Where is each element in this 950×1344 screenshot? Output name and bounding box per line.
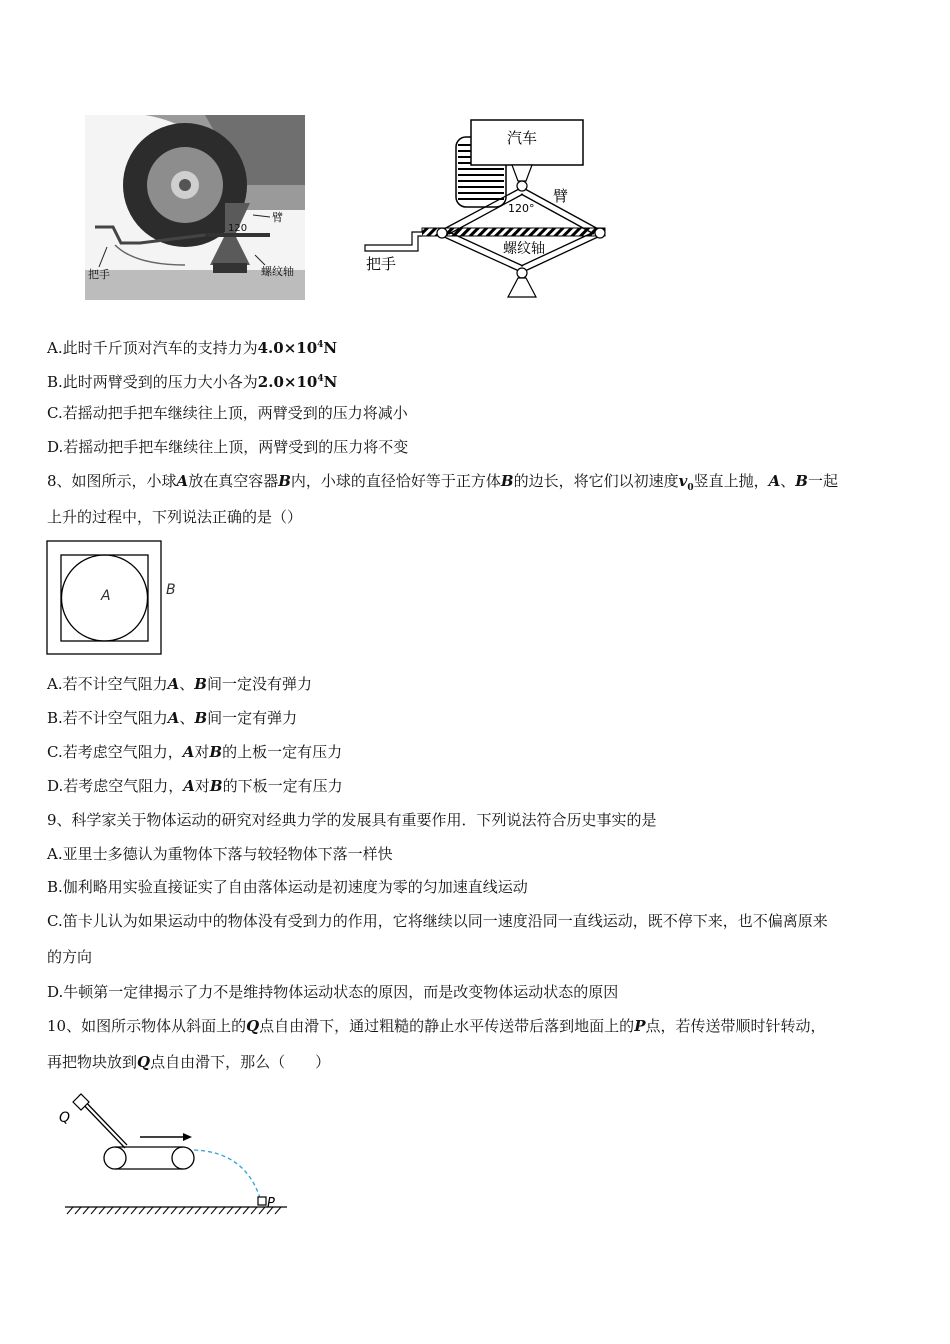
q8-option-a: A.若不计空气阻力A、B间一定没有弹力 — [47, 675, 312, 693]
q8-option-b: B.若不计空气阻力A、B间一定有弹力 — [47, 709, 298, 727]
photo-screw-label: 螺纹轴 — [261, 265, 294, 278]
q9-stem: 9、科学家关于物体运动的研究对经典力学的发展具有重要作用．下列说法符合历史事实的是 — [47, 811, 657, 829]
q8-figure — [46, 540, 186, 656]
photo-angle-label: 120 — [228, 223, 248, 234]
q10-stem-line1: 10、如图所示物体从斜面上的Q点自由滑下，通过粗糙的静止水平传送带后落到地面上的P点，若传送带顺时针转动， — [47, 1017, 826, 1035]
q7-option-d: D.若摇动把手把车继续往上顶，两臂受到的压力将不变 — [47, 438, 409, 456]
jack-diagram-figure — [360, 115, 620, 305]
q9-option-c-line2: 的方向 — [47, 948, 93, 966]
diagram-handle-label: 把手 — [366, 255, 397, 273]
diagram-screw-label: 螺纹轴 — [503, 241, 545, 257]
photo-handle-label: 把手 — [88, 268, 110, 281]
diagram-arm-label: 臂 — [553, 187, 569, 205]
q9-option-a: A.亚里士多德认为重物体下落与较轻物体下落一样快 — [47, 845, 393, 863]
diagram-car-label: 汽车 — [507, 129, 538, 147]
diagram-angle-label: 120° — [508, 202, 535, 215]
q7-option-a: A.此时千斤顶对汽车的支持力为$4.0\times 10^4N$ — [47, 339, 338, 357]
q9-option-c-line1: C.笛卡儿认为如果运动中的物体没有受到力的作用，它将继续以同一速度沿同一直线运动，既不停下来，也不偏离原来 — [47, 912, 828, 930]
q10-stem-line2: 再把物块放到Q点自由滑下，那么（ ） — [47, 1053, 331, 1071]
q8-option-d: D.若考虑空气阻力，A对B的下板一定有压力 — [47, 777, 343, 795]
q10-q-label: Q — [59, 1110, 71, 1126]
q8-ball-label: A — [101, 588, 111, 604]
jack-photo-figure — [85, 115, 305, 300]
q8-option-c: C.若考虑空气阻力，A对B的上板一定有压力 — [47, 743, 343, 761]
q10-figure — [55, 1090, 295, 1225]
q10-p-label: P — [267, 1196, 275, 1211]
photo-arm-label: 臂 — [272, 211, 283, 224]
q9-option-d: D.牛顿第一定律揭示了力不是维持物体运动状态的原因，而是改变物体运动状态的原因 — [47, 983, 619, 1001]
q8-stem-line2: 上升的过程中，下列说法正确的是（） — [47, 508, 303, 526]
q8-stem-line1: 8、如图所示，小球A放在真空容器B内，小球的直径恰好等于正方体B的边长，将它们以初速度$v_0$竖直上抛，A、B一起 — [47, 472, 838, 493]
q7-option-b: B.此时两臂受到的压力大小各为$2.0\times 10^4N$ — [47, 373, 338, 391]
q9-option-b: B.伽利略用实验直接证实了自由落体运动是初速度为零的匀加速直线运动 — [47, 878, 528, 896]
q8-box-label: B — [166, 582, 176, 598]
q7-option-c: C.若摇动把手把车继续往上顶，两臂受到的压力将减小 — [47, 404, 408, 422]
